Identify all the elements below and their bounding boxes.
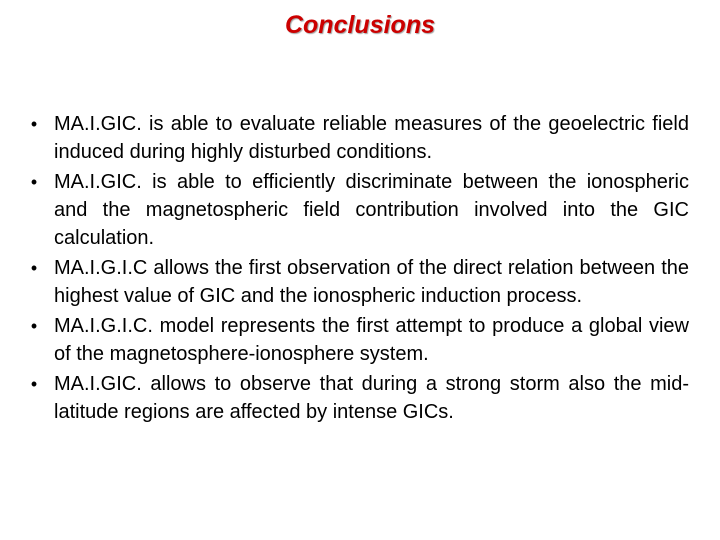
bullet-icon: • [30, 316, 38, 336]
bullet-text: MA.I.G.I.C allows the first observation of the direct relation between the highest value of GIC and the ionospheric induction process. [54, 257, 689, 307]
list-item [28, 312, 689, 368]
bullet-icon: • [30, 374, 38, 394]
bullet-icon: • [30, 258, 38, 278]
bullet-text: MA.I.GIC. is able to efficiently discriminate between the ionospheric and the magnetospheric field contribution involved into the GIC calculation. [54, 171, 689, 249]
list-item [28, 370, 689, 426]
bullet-text: MA.I.G.I.C. model represents the first attempt to produce a global view of the magnetosphere-ionosphere system. [54, 315, 689, 365]
conclusions-list [28, 110, 689, 428]
bullet-text: MA.I.GIC. is able to evaluate reliable measures of the geoelectric field induced during highly disturbed conditions. [54, 113, 689, 163]
bullet-icon: • [30, 114, 38, 134]
slide-title: Conclusions [284, 11, 435, 39]
bullet-text: MA.I.GIC. allows to observe that during a strong storm also the mid-latitude regions are affected by intense GICs. [54, 373, 689, 423]
list-item [28, 168, 689, 252]
list-item [28, 110, 689, 166]
bullet-icon: • [30, 172, 38, 192]
list-item [28, 254, 689, 310]
